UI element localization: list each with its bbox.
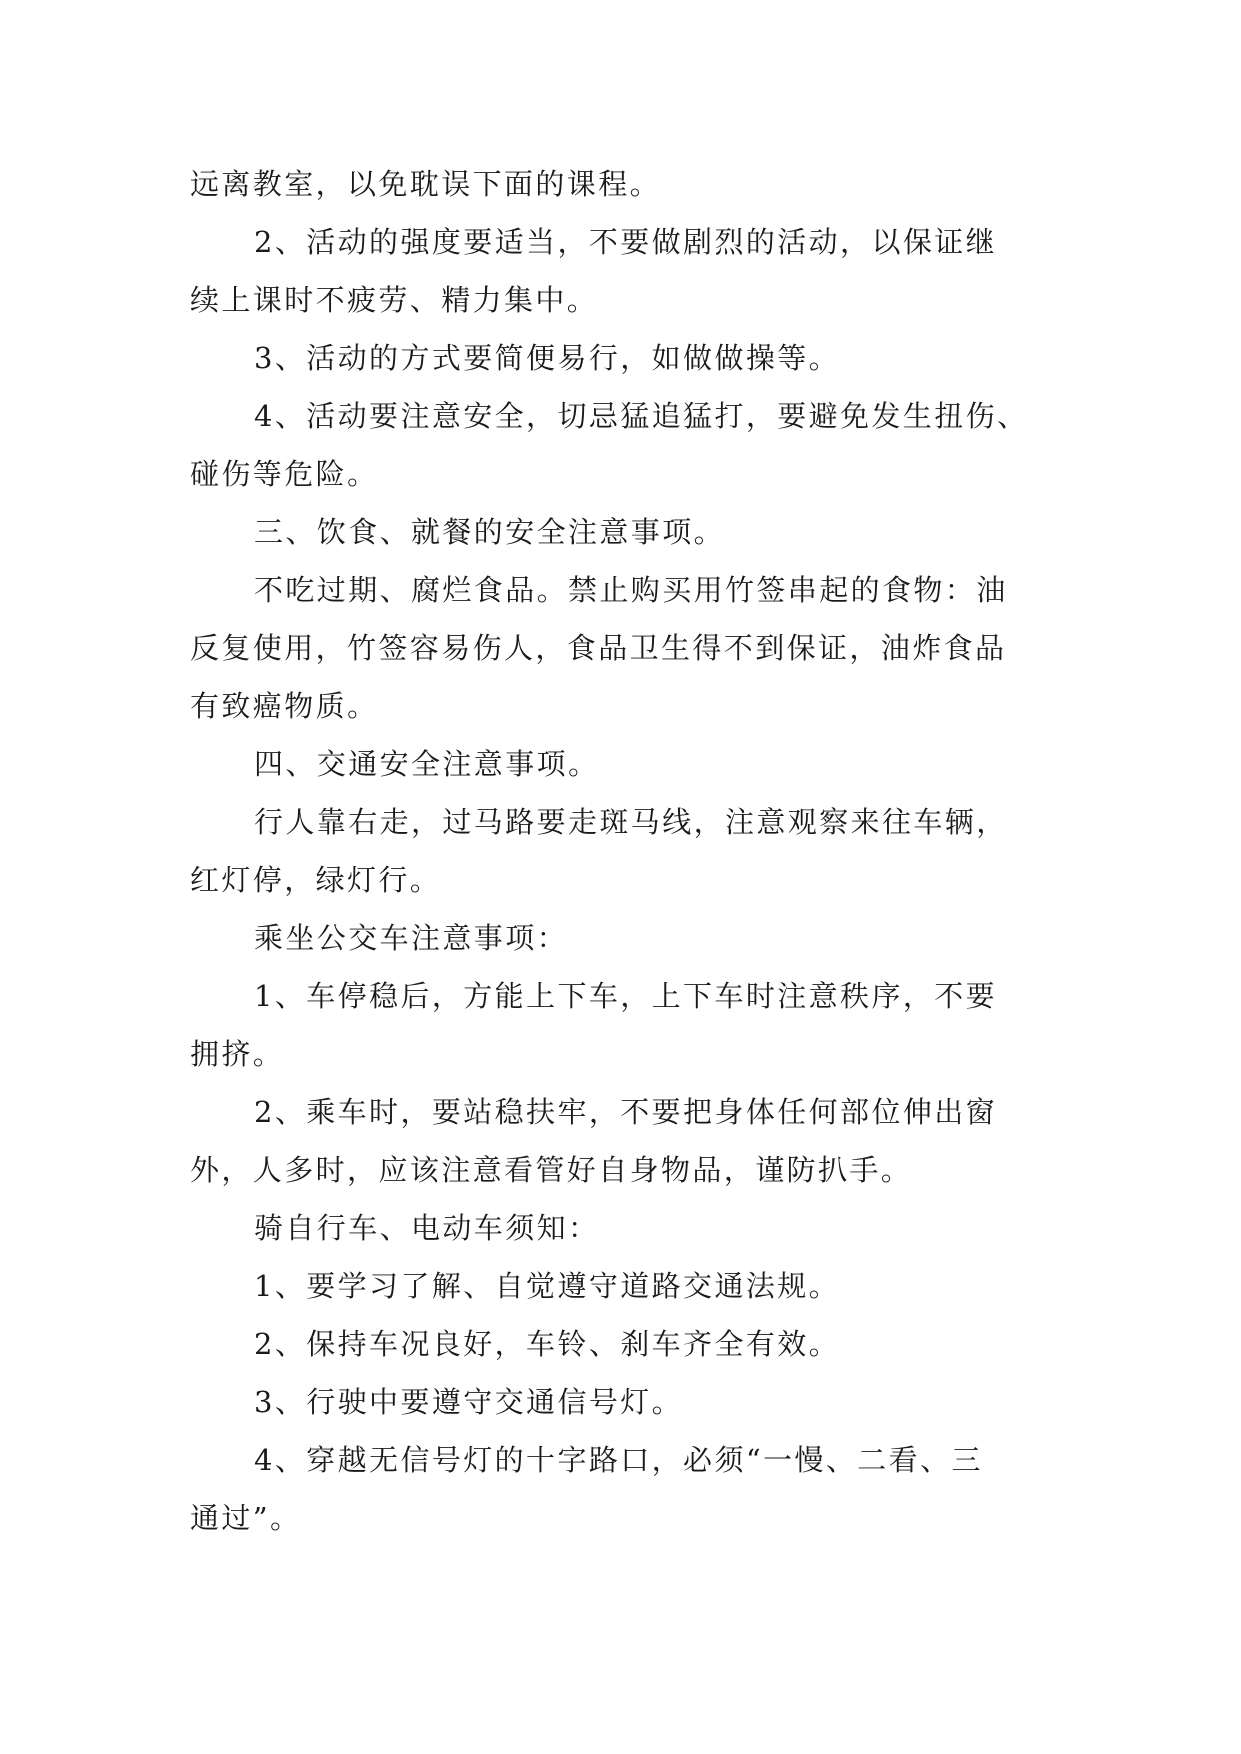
text-line: 4、穿越无信号灯的十字路口，必须“一慢、二看、三 [254,1443,983,1477]
text-line: 骑自行车、电动车须知： [254,1211,600,1245]
text-line: 2、保持车况良好，车铃、刹车齐全有效。 [254,1327,841,1361]
section-heading: 四、交通安全注意事项。 [254,747,600,781]
text-line: 2、乘车时，要站稳扶牢，不要把身体任何部位伸出窗 [254,1095,998,1129]
text-line: 外，人多时，应该注意看管好自身物品，谨防扒手。 [190,1153,913,1187]
text-line: 2、活动的强度要适当，不要做剧烈的活动，以保证继 [254,225,998,259]
text-line: 3、行驶中要遵守交通信号灯。 [254,1385,684,1419]
text-line: 不吃过期、腐烂食品。禁止购买用竹签串起的食物：油 [254,573,1008,607]
text-line: 碰伤等危险。 [190,457,379,491]
text-line: 红灯停，绿灯行。 [190,863,442,897]
section-heading: 三、饮食、就餐的安全注意事项。 [254,515,726,549]
text-line: 1、要学习了解、自觉遵守道路交通法规。 [254,1269,841,1303]
text-line: 3、活动的方式要简便易行，如做做操等。 [254,341,841,375]
text-line: 行人靠右走，过马路要走斑马线，注意观察来往车辆， [254,805,1008,839]
text-line: 远离教室，以免耽误下面的课程。 [190,167,662,201]
text-line: 4、活动要注意安全，切忌猛追猛打，要避免发生扭伤、 [254,399,1029,433]
text-line: 有致癌物质。 [190,689,379,723]
text-line: 乘坐公交车注意事项： [254,921,569,955]
text-line: 1、车停稳后，方能上下车，上下车时注意秩序，不要 [254,979,998,1013]
text-line: 通过”。 [190,1501,302,1535]
text-line: 反复使用，竹签容易伤人，食品卫生得不到保证，油炸食品 [190,631,1007,665]
text-line: 拥挤。 [190,1037,285,1071]
text-line: 续上课时不疲劳、精力集中。 [190,283,599,317]
